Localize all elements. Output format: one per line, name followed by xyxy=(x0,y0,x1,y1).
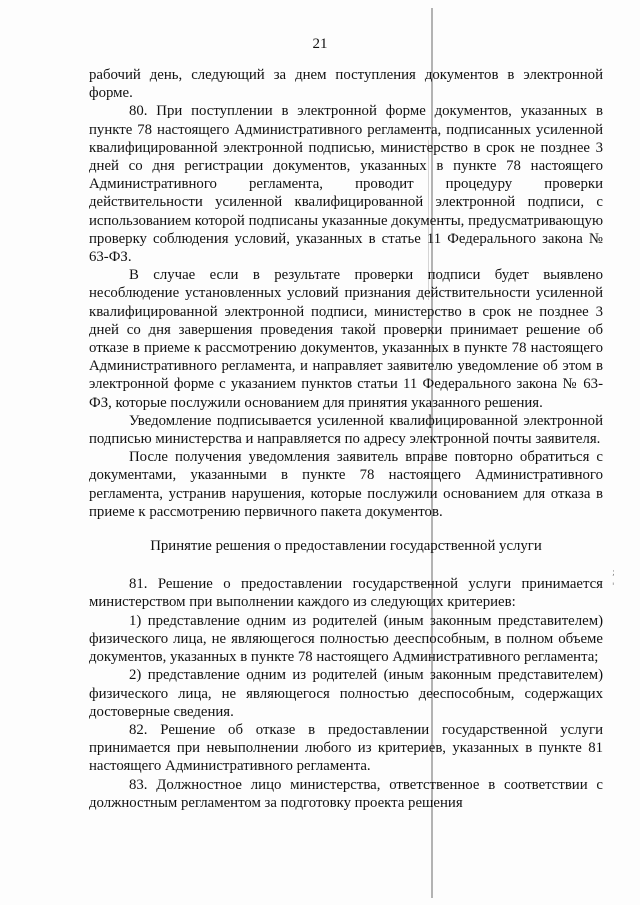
criterion-1: 1) представление одним из родителей (иным законным представителем) физического лица, не являющегося полностью дееспособным, в полном объеме документов, указанных в пункте 78 настоящего Административного регламента; xyxy=(89,612,603,666)
paragraph-80-resubmit: После получения уведомления заявитель вправе повторно обратиться с документами, указанными в пункте 78 настоящего Административного регламента, устранив нарушения, которые послужили основанием для отказа в приеме к рассмотрению первичного пакета документов. xyxy=(89,449,603,520)
scan-artifact-mark: ' xyxy=(612,582,615,592)
criterion-2: 2) представление одним из родителей (иным законным представителем) физического лица, не являющегося полностью дееспособным, содержащих достоверные сведения. xyxy=(89,667,603,720)
paragraph-80-notification: Уведомление подписывается усиленной квалифицированной электронной подписью министерства и направляется по адресу электронной почты заявителя. xyxy=(89,412,603,448)
document-body xyxy=(89,66,603,812)
paragraph-80-failure: В случае если в результате проверки подписи будет выявлено несоблюдение установленных условий признания действительности усиленной квалифицированной электронной подписи, министерство в срок не позднее 3 дней со дня завершения проведения такой проверки принимает решение об отказе в приеме к рассмотрению документов, указанных в пункте 78 настоящего Административного регламента, и направляет заявителю уведомление об этом в электронной форме с указанием пунктов статьи 11 Федерального закона № 63-ФЗ, которые послужили основанием для принятия указанного решения. xyxy=(89,267,603,411)
page-number: 21 xyxy=(312,36,328,52)
paragraph-82: 82. Решение об отказе в предоставлении государственной услуги принимается при невыполнении любого из критериев, указанных в пункте 81 настоящего Административного регламента. xyxy=(89,721,603,775)
section-heading: Принятие решения о предоставлении государственной услуги xyxy=(150,538,542,555)
paragraph-continuation: рабочий день, следующий за днем поступления документов в электронной форме. xyxy=(89,67,603,102)
scan-artifact-mark: ; xyxy=(612,568,616,578)
paragraph-81: 81. Решение о предоставлении государственной услуги принимается министерством при выполнении каждого из следующих критериев: xyxy=(89,576,603,611)
paragraph-83: 83. Должностное лицо министерства, ответственное в соответствии с должностным регламентом за подготовку проекта решения xyxy=(89,776,603,811)
paragraph-80: 80. При поступлении в электронной форме документов, указанных в пункте 78 настоящего Административного регламента, подписанных усиленной квалифицированной электронной подписью, министерство в срок не позднее 3 дней со дня регистрации документов, указанных в пункте 78 настоящего Административного регламента, проводит процедуру проверки действительности усиленной квалифицированной электронной подписи, с использованием которой подписаны указанные документы, предусматривающую проверку соблюдения условий, указанных в статье 11 Федерального закона № 63-ФЗ. xyxy=(89,103,603,266)
